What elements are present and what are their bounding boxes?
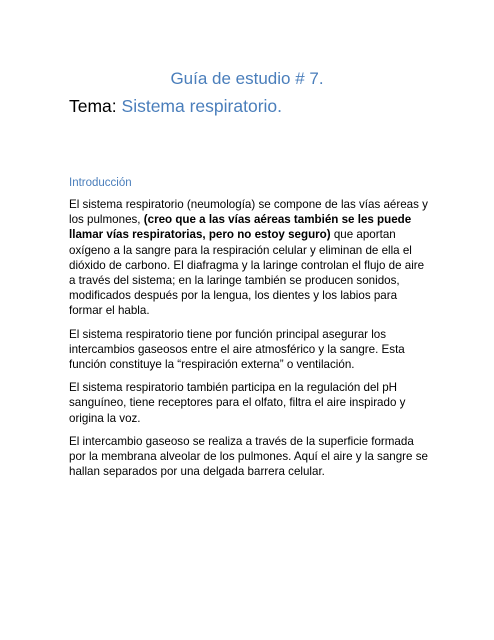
section-heading-introduccion: Introducción (69, 177, 132, 189)
subject-line (69, 95, 282, 117)
paragraph-2: El sistema respiratorio tiene por función principal asegurar los intercambios gaseosos entre el aire atmosférico y la sangre. Esta función constituye la “respiración externa” o ventilación. (69, 327, 405, 372)
paragraph-1-text-start: El sistema respiratorio (neumología) se compone de las vías aéreas y los pulmones, (69, 198, 428, 227)
paragraph-3: El sistema respiratorio también participa en la regulación del pH sanguíneo, tiene receptores para el olfato, filtra el aire inspirado y origina la voz. (69, 381, 406, 425)
paragraph-1-text-end: que aportan oxígeno a la sangre para la respiración celular y eliminan de ella el dióxido de carbono. El diafragma y la laringe controlan el flujo de aire a través del sistema; en la laringe también se producen sonidos, modificados después por la lengua, los dientes y los labios para formar el habla. (69, 228, 425, 318)
paragraph-1-bold-note: (creo que a las vías aéreas también se les puede llamar vías respiratorias, pero no estoy seguro) (69, 213, 412, 242)
subject-label: Tema: (69, 96, 117, 116)
document-body (69, 176, 431, 487)
document-title: Guía de estudio # 7. (170, 69, 324, 88)
subject-value: Sistema respiratorio. (121, 96, 283, 116)
paragraph-1 (69, 197, 431, 319)
paragraph-4: El intercambio gaseoso se realiza a través de la superficie formada por la membrana alveolar de los pulmones. Aquí el aire y la sangre se hallan separados por una delgada barrera celular. (69, 434, 428, 479)
